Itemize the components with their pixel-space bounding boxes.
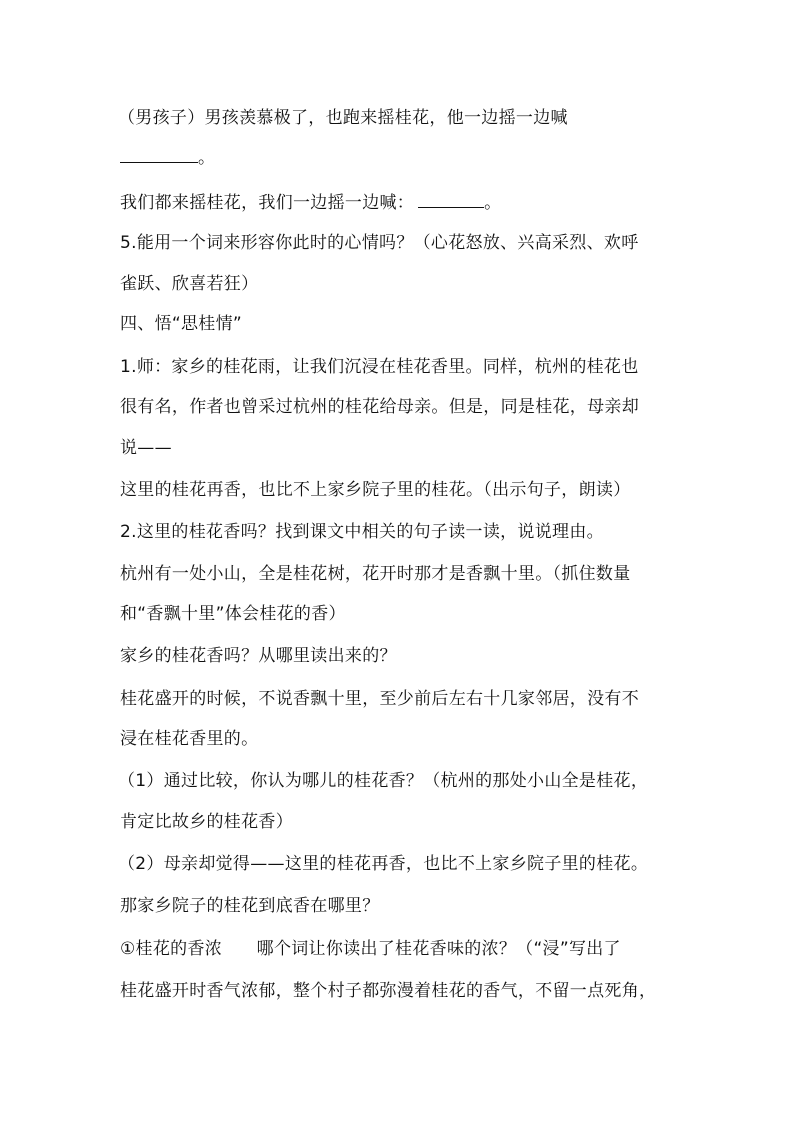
text-line: 很有名，作者也曾采过杭州的桂花给母亲。但是，同是桂花，母亲却 bbox=[120, 397, 639, 417]
fill-in-blank bbox=[418, 193, 484, 208]
line-prefix: 我们都来摇桂花，我们一边摇一边喊： bbox=[120, 193, 415, 213]
text-line: 桂花盛开时香气浓郁，整个村子都弥漫着桂花的香气，不留一点死角， bbox=[120, 981, 657, 1001]
text-line bbox=[120, 147, 690, 169]
text-line: 说—— bbox=[120, 438, 172, 458]
text-line: （2）母亲却觉得——这里的桂花再香，也比不上家乡院子里的桂花。 bbox=[118, 854, 649, 874]
line-suffix: 。 bbox=[198, 148, 216, 168]
text-line: ①桂花的香浓 哪个词让你读出了桂花香味的浓？（“浸”写出了 bbox=[120, 939, 621, 959]
text-line: 桂花盛开的时候，不说香飘十里，至少前后左右十几家邻居，没有不 bbox=[120, 689, 639, 709]
text-line: （男孩子）男孩羡慕极了，也跑来摇桂花，他一边摇一边喊 bbox=[118, 108, 568, 128]
line-suffix: 。 bbox=[484, 193, 502, 213]
text-line: 雀跃、欣喜若狂） bbox=[120, 274, 259, 294]
text-line: 和“香飘十里”体会桂花的香） bbox=[120, 604, 346, 624]
text-line: 1.师：家乡的桂花雨，让我们沉浸在桂花香里。同样，杭州的桂花也 bbox=[120, 357, 639, 377]
text-line bbox=[120, 192, 690, 214]
fill-in-blank bbox=[120, 148, 198, 163]
section-heading: 四、悟“思桂情” bbox=[120, 314, 243, 334]
text-line: （1）通过比较，你认为哪儿的桂花香？（杭州的那处小山全是桂花， bbox=[118, 771, 649, 791]
text-line: 那家乡院子的桂花到底香在哪里？ bbox=[120, 896, 380, 916]
text-line: 肯定比故乡的桂花香） bbox=[120, 812, 293, 832]
text-line: 杭州有一处小山，全是桂花树，花开时那才是香飘十里。（抓住数量 bbox=[120, 564, 631, 584]
text-line: 5.能用一个词来形容你此时的心情吗？（心花怒放、兴高采烈、欢呼 bbox=[120, 233, 639, 253]
text-line: 2.这里的桂花香吗？找到课文中相关的句子读一读，说说理由。 bbox=[120, 522, 604, 542]
text-line: 这里的桂花再香，也比不上家乡院子里的桂花。（出示句子，朗读） bbox=[120, 480, 631, 500]
text-line: 家乡的桂花香吗？从哪里读出来的？ bbox=[120, 646, 397, 666]
text-line: 浸在桂花香里的。 bbox=[120, 729, 259, 749]
